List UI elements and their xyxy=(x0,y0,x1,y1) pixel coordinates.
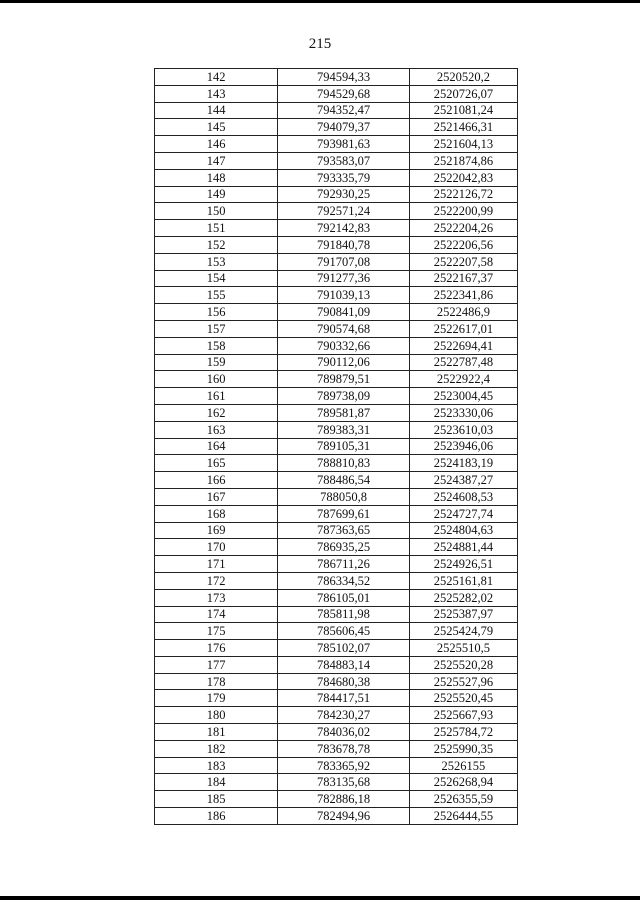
y-coordinate-cell: 2523946,06 xyxy=(409,438,517,455)
table-row xyxy=(155,791,518,808)
point-number-cell: 165 xyxy=(155,455,278,472)
x-coordinate-cell: 783678,78 xyxy=(278,740,410,757)
point-number-cell: 168 xyxy=(155,505,278,522)
point-number-cell: 177 xyxy=(155,656,278,673)
table-row xyxy=(155,640,518,657)
point-number-cell: 182 xyxy=(155,740,278,757)
x-coordinate-cell: 793335,79 xyxy=(278,169,410,186)
x-coordinate-cell: 784417,51 xyxy=(278,690,410,707)
y-coordinate-cell: 2525520,45 xyxy=(409,690,517,707)
y-coordinate-cell: 2525667,93 xyxy=(409,707,517,724)
y-coordinate-cell: 2522206,56 xyxy=(409,236,517,253)
x-coordinate-cell: 785606,45 xyxy=(278,623,410,640)
table-row xyxy=(155,522,518,539)
y-coordinate-cell: 2522207,58 xyxy=(409,253,517,270)
point-number-cell: 159 xyxy=(155,354,278,371)
x-coordinate-cell: 785102,07 xyxy=(278,640,410,657)
table-row xyxy=(155,673,518,690)
point-number-cell: 170 xyxy=(155,539,278,556)
page-top-border xyxy=(0,0,640,3)
x-coordinate-cell: 785811,98 xyxy=(278,606,410,623)
table-row xyxy=(155,455,518,472)
table-row xyxy=(155,774,518,791)
y-coordinate-cell: 2525784,72 xyxy=(409,724,517,741)
y-coordinate-cell: 2522922,4 xyxy=(409,371,517,388)
x-coordinate-cell: 784883,14 xyxy=(278,656,410,673)
y-coordinate-cell: 2520726,07 xyxy=(409,85,517,102)
y-coordinate-cell: 2524926,51 xyxy=(409,556,517,573)
y-coordinate-cell: 2524727,74 xyxy=(409,505,517,522)
y-coordinate-cell: 2523330,06 xyxy=(409,404,517,421)
x-coordinate-cell: 792571,24 xyxy=(278,203,410,220)
x-coordinate-cell: 789383,31 xyxy=(278,421,410,438)
y-coordinate-cell: 2524387,27 xyxy=(409,472,517,489)
x-coordinate-cell: 788486,54 xyxy=(278,472,410,489)
x-coordinate-cell: 794352,47 xyxy=(278,102,410,119)
table-row xyxy=(155,606,518,623)
point-number-cell: 155 xyxy=(155,287,278,304)
x-coordinate-cell: 783135,68 xyxy=(278,774,410,791)
point-number-cell: 171 xyxy=(155,556,278,573)
x-coordinate-cell: 786711,26 xyxy=(278,556,410,573)
y-coordinate-cell: 2526444,55 xyxy=(409,808,517,825)
point-number-cell: 180 xyxy=(155,707,278,724)
x-coordinate-cell: 789879,51 xyxy=(278,371,410,388)
table-row xyxy=(155,102,518,119)
table-row xyxy=(155,572,518,589)
y-coordinate-cell: 2525527,96 xyxy=(409,673,517,690)
point-number-cell: 179 xyxy=(155,690,278,707)
point-number-cell: 158 xyxy=(155,337,278,354)
y-coordinate-cell: 2522341,86 xyxy=(409,287,517,304)
point-number-cell: 169 xyxy=(155,522,278,539)
y-coordinate-cell: 2526268,94 xyxy=(409,774,517,791)
table-row xyxy=(155,589,518,606)
table-row xyxy=(155,270,518,287)
point-number-cell: 148 xyxy=(155,169,278,186)
table-row xyxy=(155,371,518,388)
y-coordinate-cell: 2525282,02 xyxy=(409,589,517,606)
point-number-cell: 163 xyxy=(155,421,278,438)
y-coordinate-cell: 2521874,86 xyxy=(409,152,517,169)
y-coordinate-cell: 2525387,97 xyxy=(409,606,517,623)
table-row xyxy=(155,623,518,640)
y-coordinate-cell: 2522787,48 xyxy=(409,354,517,371)
y-coordinate-cell: 2521081,24 xyxy=(409,102,517,119)
y-coordinate-cell: 2522617,01 xyxy=(409,320,517,337)
y-coordinate-cell: 2522167,37 xyxy=(409,270,517,287)
x-coordinate-cell: 792142,83 xyxy=(278,220,410,237)
point-number-cell: 150 xyxy=(155,203,278,220)
point-number-cell: 178 xyxy=(155,673,278,690)
table-row xyxy=(155,808,518,825)
y-coordinate-cell: 2522126,72 xyxy=(409,186,517,203)
table-row xyxy=(155,656,518,673)
point-number-cell: 157 xyxy=(155,320,278,337)
point-number-cell: 167 xyxy=(155,488,278,505)
table-row xyxy=(155,253,518,270)
point-number-cell: 154 xyxy=(155,270,278,287)
point-number-cell: 164 xyxy=(155,438,278,455)
point-number-cell: 176 xyxy=(155,640,278,657)
x-coordinate-cell: 790574,68 xyxy=(278,320,410,337)
point-number-cell: 181 xyxy=(155,724,278,741)
table-row xyxy=(155,724,518,741)
table-row xyxy=(155,421,518,438)
x-coordinate-cell: 784230,27 xyxy=(278,707,410,724)
x-coordinate-cell: 786935,25 xyxy=(278,539,410,556)
point-number-cell: 173 xyxy=(155,589,278,606)
table-row xyxy=(155,740,518,757)
point-number-cell: 142 xyxy=(155,69,278,86)
table-row xyxy=(155,69,518,86)
y-coordinate-cell: 2524804,63 xyxy=(409,522,517,539)
point-number-cell: 153 xyxy=(155,253,278,270)
table-row xyxy=(155,388,518,405)
x-coordinate-cell: 791707,08 xyxy=(278,253,410,270)
page-bottom-border xyxy=(0,896,640,900)
point-number-cell: 162 xyxy=(155,404,278,421)
table-row xyxy=(155,320,518,337)
y-coordinate-cell: 2522204,26 xyxy=(409,220,517,237)
point-number-cell: 149 xyxy=(155,186,278,203)
point-number-cell: 146 xyxy=(155,136,278,153)
y-coordinate-cell: 2525424,79 xyxy=(409,623,517,640)
point-number-cell: 183 xyxy=(155,757,278,774)
y-coordinate-cell: 2522694,41 xyxy=(409,337,517,354)
x-coordinate-cell: 790332,66 xyxy=(278,337,410,354)
y-coordinate-cell: 2526155 xyxy=(409,757,517,774)
table-row xyxy=(155,354,518,371)
table-row xyxy=(155,472,518,489)
x-coordinate-cell: 788050,8 xyxy=(278,488,410,505)
table-row xyxy=(155,690,518,707)
x-coordinate-cell: 793981,63 xyxy=(278,136,410,153)
x-coordinate-cell: 794594,33 xyxy=(278,69,410,86)
point-number-cell: 160 xyxy=(155,371,278,388)
x-coordinate-cell: 792930,25 xyxy=(278,186,410,203)
table-row xyxy=(155,220,518,237)
table-row xyxy=(155,707,518,724)
table-row xyxy=(155,85,518,102)
y-coordinate-cell: 2525510,5 xyxy=(409,640,517,657)
x-coordinate-cell: 789581,87 xyxy=(278,404,410,421)
table-row xyxy=(155,505,518,522)
y-coordinate-cell: 2521604,13 xyxy=(409,136,517,153)
point-number-cell: 147 xyxy=(155,152,278,169)
x-coordinate-cell: 787699,61 xyxy=(278,505,410,522)
y-coordinate-cell: 2521466,31 xyxy=(409,119,517,136)
x-coordinate-cell: 787363,65 xyxy=(278,522,410,539)
x-coordinate-cell: 788810,83 xyxy=(278,455,410,472)
page-number: 215 xyxy=(308,36,332,52)
x-coordinate-cell: 784680,38 xyxy=(278,673,410,690)
coordinates-table-body xyxy=(155,69,518,825)
point-number-cell: 156 xyxy=(155,304,278,321)
coordinates-table xyxy=(154,68,518,825)
table-row xyxy=(155,404,518,421)
x-coordinate-cell: 794529,68 xyxy=(278,85,410,102)
point-number-cell: 186 xyxy=(155,808,278,825)
x-coordinate-cell: 789105,31 xyxy=(278,438,410,455)
y-coordinate-cell: 2525161,81 xyxy=(409,572,517,589)
y-coordinate-cell: 2525520,28 xyxy=(409,656,517,673)
x-coordinate-cell: 790841,09 xyxy=(278,304,410,321)
point-number-cell: 175 xyxy=(155,623,278,640)
x-coordinate-cell: 786105,01 xyxy=(278,589,410,606)
y-coordinate-cell: 2523610,03 xyxy=(409,421,517,438)
table-row xyxy=(155,152,518,169)
y-coordinate-cell: 2524183,19 xyxy=(409,455,517,472)
table-row xyxy=(155,287,518,304)
point-number-cell: 174 xyxy=(155,606,278,623)
point-number-cell: 152 xyxy=(155,236,278,253)
y-coordinate-cell: 2522042,83 xyxy=(409,169,517,186)
point-number-cell: 151 xyxy=(155,220,278,237)
x-coordinate-cell: 794079,37 xyxy=(278,119,410,136)
table-row xyxy=(155,539,518,556)
point-number-cell: 166 xyxy=(155,472,278,489)
y-coordinate-cell: 2524608,53 xyxy=(409,488,517,505)
table-row xyxy=(155,304,518,321)
x-coordinate-cell: 791840,78 xyxy=(278,236,410,253)
table-row xyxy=(155,757,518,774)
point-number-cell: 184 xyxy=(155,774,278,791)
point-number-cell: 172 xyxy=(155,572,278,589)
y-coordinate-cell: 2524881,44 xyxy=(409,539,517,556)
table-row xyxy=(155,438,518,455)
x-coordinate-cell: 790112,06 xyxy=(278,354,410,371)
x-coordinate-cell: 782886,18 xyxy=(278,791,410,808)
table-row xyxy=(155,169,518,186)
point-number-cell: 143 xyxy=(155,85,278,102)
x-coordinate-cell: 782494,96 xyxy=(278,808,410,825)
y-coordinate-cell: 2523004,45 xyxy=(409,388,517,405)
table-row xyxy=(155,337,518,354)
x-coordinate-cell: 791277,36 xyxy=(278,270,410,287)
table-row xyxy=(155,119,518,136)
table-row xyxy=(155,136,518,153)
x-coordinate-cell: 793583,07 xyxy=(278,152,410,169)
point-number-cell: 144 xyxy=(155,102,278,119)
table-row xyxy=(155,488,518,505)
x-coordinate-cell: 791039,13 xyxy=(278,287,410,304)
y-coordinate-cell: 2522200,99 xyxy=(409,203,517,220)
table-row xyxy=(155,556,518,573)
point-number-cell: 145 xyxy=(155,119,278,136)
x-coordinate-cell: 783365,92 xyxy=(278,757,410,774)
point-number-cell: 185 xyxy=(155,791,278,808)
point-number-cell: 161 xyxy=(155,388,278,405)
table-row xyxy=(155,203,518,220)
table-row xyxy=(155,186,518,203)
y-coordinate-cell: 2525990,35 xyxy=(409,740,517,757)
y-coordinate-cell: 2522486,9 xyxy=(409,304,517,321)
x-coordinate-cell: 789738,09 xyxy=(278,388,410,405)
x-coordinate-cell: 786334,52 xyxy=(278,572,410,589)
table-row xyxy=(155,236,518,253)
y-coordinate-cell: 2520520,2 xyxy=(409,69,517,86)
x-coordinate-cell: 784036,02 xyxy=(278,724,410,741)
y-coordinate-cell: 2526355,59 xyxy=(409,791,517,808)
